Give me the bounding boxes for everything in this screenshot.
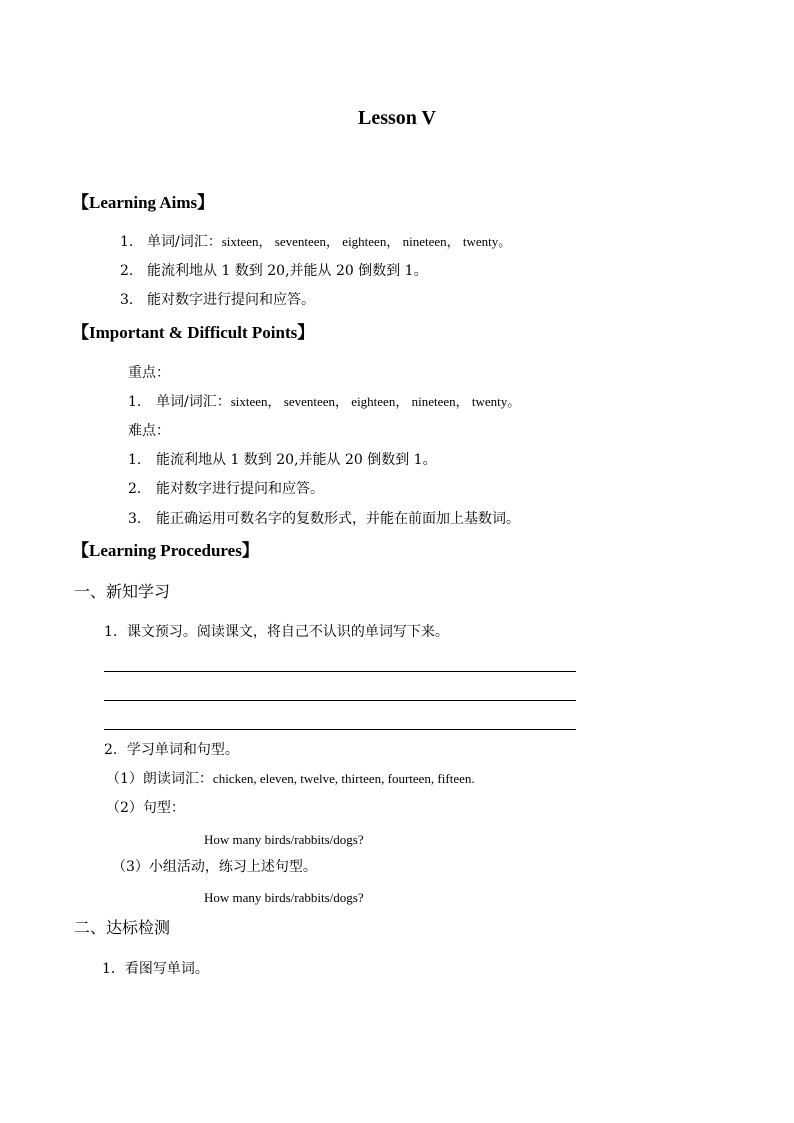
difficult-item-number: 1. xyxy=(128,452,142,468)
aim-item-number: 3. xyxy=(120,292,134,308)
difficult-item-2 xyxy=(128,482,324,496)
sentence-pattern-1: How many birds/rabbits/dogs? xyxy=(204,832,364,847)
procedure-item-preview: 1．课文预习。阅读课文，将自己不认识的单词写下来。 xyxy=(104,624,449,640)
key-point-number: 1. xyxy=(128,394,142,410)
difficult-item-number: 2. xyxy=(128,481,142,497)
aim-item-3 xyxy=(120,293,315,307)
aim-item-2 xyxy=(120,264,428,278)
sub-item-group-activity: （3）小组活动，练习上述句型。 xyxy=(112,859,317,875)
aim-item-text: 能对数字进行提问和应答。 xyxy=(147,292,315,308)
page-title: Lesson V xyxy=(358,107,436,129)
difficult-points-label: 难点： xyxy=(128,423,170,439)
key-point-label: 单词/词汇： xyxy=(156,394,231,410)
learning-aims-heading: 【Learning Aims】 xyxy=(72,193,215,212)
difficult-item-text: 能正确运用可数名字的复数形式，并能在前面加上基数词。 xyxy=(156,511,520,527)
important-points-heading: 【Important & Difficult Points】 xyxy=(72,323,315,342)
key-points-label: 重点： xyxy=(128,365,170,381)
key-point-words: sixteen， seventeen， eighteen， nineteen， twenty。 xyxy=(230,394,521,409)
learning-procedures-heading: 【Learning Procedures】 xyxy=(72,541,259,560)
aim-item-number: 1. xyxy=(120,234,134,250)
aim-item-text: 能流利地从 1 数到 20,并能从 20 倒数到 1。 xyxy=(147,263,428,279)
difficult-item-text: 能流利地从 1 数到 20,并能从 20 倒数到 1。 xyxy=(156,452,437,468)
sub-item-vocab-words: chicken, eleven, twelve, thirteen, fourteen, fifteen. xyxy=(212,771,475,786)
answer-line-2[interactable] xyxy=(104,700,576,701)
aim-item-words: sixteen， seventeen， eighteen， nineteen， twenty。 xyxy=(221,234,512,249)
difficult-item-1 xyxy=(128,453,437,467)
aim-item-1 xyxy=(120,235,511,249)
aim-item-label: 单词/词汇： xyxy=(147,234,222,250)
section-assessment-title: 二、达标检测 xyxy=(74,918,171,937)
sub-item-pattern-label: （2）句型： xyxy=(106,800,185,816)
answer-line-1[interactable] xyxy=(104,671,576,672)
difficult-item-text: 能对数字进行提问和应答。 xyxy=(156,481,324,497)
section-new-knowledge-title: 一、新知学习 xyxy=(74,582,171,601)
sub-item-vocab xyxy=(106,772,475,786)
answer-line-3[interactable] xyxy=(104,729,576,730)
difficult-item-3 xyxy=(128,512,520,526)
sentence-pattern-2: How many birds/rabbits/dogs? xyxy=(204,890,364,905)
aim-item-number: 2. xyxy=(120,263,134,279)
difficult-item-number: 3. xyxy=(128,511,142,527)
key-point-item xyxy=(128,395,520,409)
sub-item-vocab-label: （1）朗读词汇： xyxy=(106,771,213,787)
assessment-item-1: 1．看图写单词。 xyxy=(102,961,209,977)
procedure-item-study: 2．学习单词和句型。 xyxy=(104,742,239,758)
